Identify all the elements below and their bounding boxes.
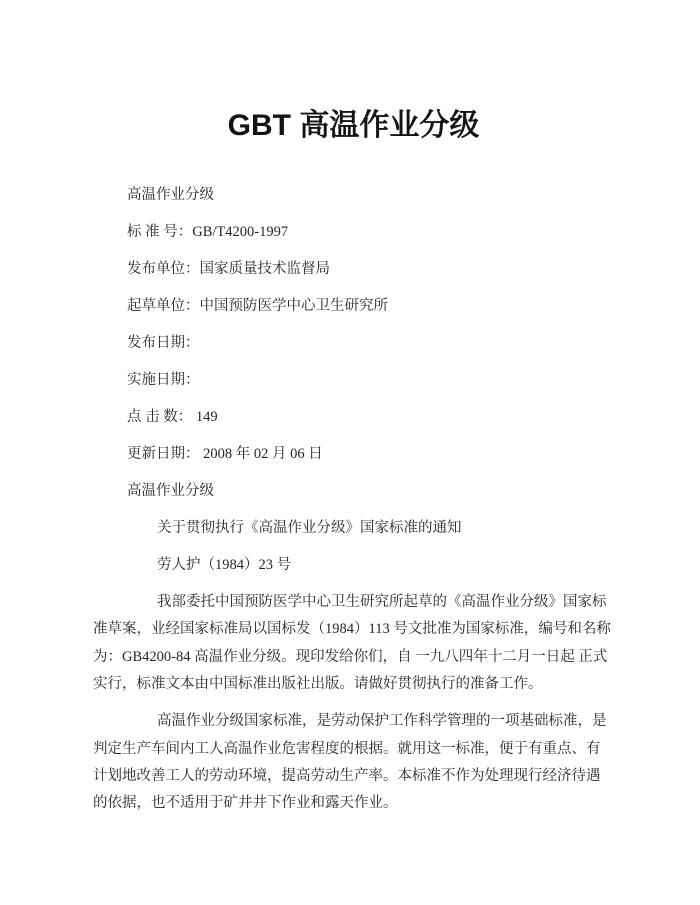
meta-line-update-date: 更新日期： 2008 年 02 月 06 日 bbox=[127, 446, 323, 462]
document-title: GBT 高温作业分级 bbox=[227, 109, 480, 142]
meta-line-subject: 高温作业分级 bbox=[127, 187, 214, 203]
meta-line-issue-date: 发布日期： bbox=[127, 335, 200, 351]
meta-line-standard-number: 标 准 号：GB/T4200-1997 bbox=[127, 224, 289, 240]
meta-line-drafting-unit: 起草单位：中国预防医学中心卫生研究所 bbox=[127, 298, 388, 314]
notice-document-number: 劳人护（1984）23 号 bbox=[157, 557, 292, 573]
meta-line-subject-repeat: 高温作业分级 bbox=[127, 483, 214, 499]
meta-line-hit-count: 点 击 数： 149 bbox=[127, 409, 218, 425]
body-paragraph: 高温作业分级国家标准，是劳动保护工作科学管理的一项基础标准，是判定生产车间内工人高温作业危害程度的根据。就用这一标准，便于有重点、有计划地改善工人的劳动环境，提高劳动生产率。本标准不作为处理现行经济待遇的依据，也不适用于矿井井下作业和露天作业。 bbox=[93, 713, 607, 812]
meta-line-issuing-unit: 发布单位：国家质量技术监督局 bbox=[127, 261, 330, 277]
body-paragraph: 我部委托中国预防医学中心卫生研究所起草的《高温作业分级》国家标准草案，业经国家标准局以国标发（1984）113 号文批准为国家标准，编号和名称为：GB4200-84 高温作业分级。现印发给你们，自 一九八四年十二月一日起 正式实行，标准文本由中国标准出版社出版。请做好贯彻执行的准备工作。 bbox=[93, 594, 611, 693]
meta-line-implementation-date: 实施日期： bbox=[127, 372, 200, 388]
notice-title-line: 关于贯彻执行《高温作业分级》国家标准的通知 bbox=[157, 520, 462, 536]
